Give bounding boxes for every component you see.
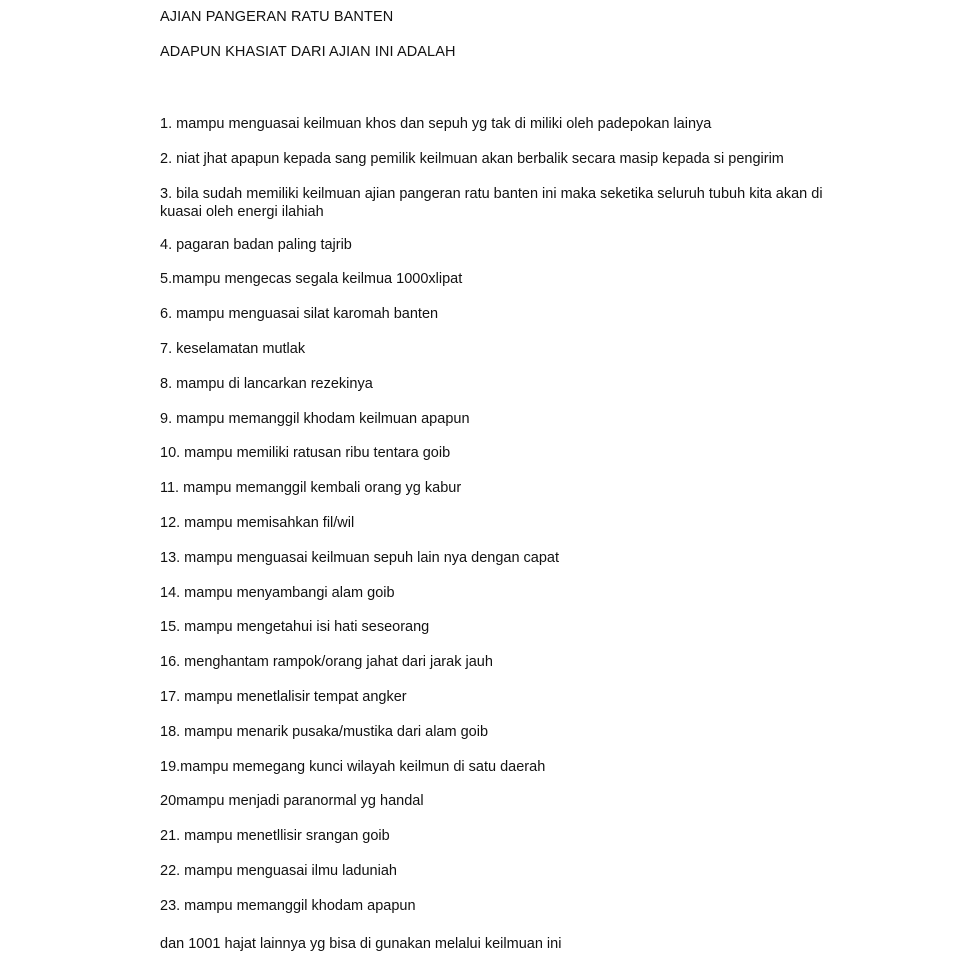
list-item: 13. mampu menguasai keilmuan sepuh lain nya dengan capat [160,549,560,566]
list-item: 2. niat jhat apapun kepada sang pemilik keilmuan akan berbalik secara masip kepada si pengirim [160,150,784,167]
document-title: AJIAN PANGERAN RATU BANTEN [160,9,394,25]
list-item: 17. mampu menetlalisir tempat angker [160,688,407,705]
list-item: 20mampu menjadi paranormal yg handal [160,793,424,810]
benefits-list [160,115,850,932]
document-subtitle: ADAPUN KHASIAT DARI AJIAN INI ADALAH [160,44,456,60]
list-item: 18. mampu menarik pusaka/mustika dari alam goib [160,723,489,740]
list-item: 4. pagaran badan paling tajrib [160,236,352,253]
list-item: 5.mampu mengecas segala keilmua 1000xlipat [160,271,463,288]
list-item: 1. mampu menguasai keilmuan khos dan sepuh yg tak di miliki oleh padepokan lainya [160,116,712,132]
list-item: 12. mampu memisahkan fil/wil [160,514,355,531]
list-item: 21. mampu menetllisir srangan goib [160,828,390,845]
list-item: 8. mampu di lancarkan rezekinya [160,375,373,392]
list-item: 3. bila sudah memiliki keilmuan ajian pangeran ratu banten ini maka seketika seluruh tubuh kita akan di kuasai oleh energi ilahiah [160,185,823,220]
closing-line: dan 1001 hajat lainnya yg bisa di gunakan melalui keilmuan ini [160,936,562,952]
list-item: 10. mampu memiliki ratusan ribu tentara goib [160,445,451,462]
list-item: 22. mampu menguasai ilmu laduniah [160,862,397,879]
list-item: 7. keselamatan mutlak [160,340,306,357]
list-item: 9. mampu memanggil khodam keilmuan apapun [160,410,470,427]
list-item: 19.mampu memegang kunci wilayah keilmun di satu daerah [160,758,546,775]
list-item: 23. mampu memanggil khodam apapun [160,897,416,914]
list-item: 11. mampu memanggil kembali orang yg kabur [160,480,462,497]
list-item: 6. mampu menguasai silat karomah banten [160,306,439,323]
list-item: 16. menghantam rampok/orang jahat dari jarak jauh [160,654,493,671]
list-item: 14. mampu menyambangi alam goib [160,584,395,601]
list-item: 15. mampu mengetahui isi hati seseorang [160,619,430,636]
